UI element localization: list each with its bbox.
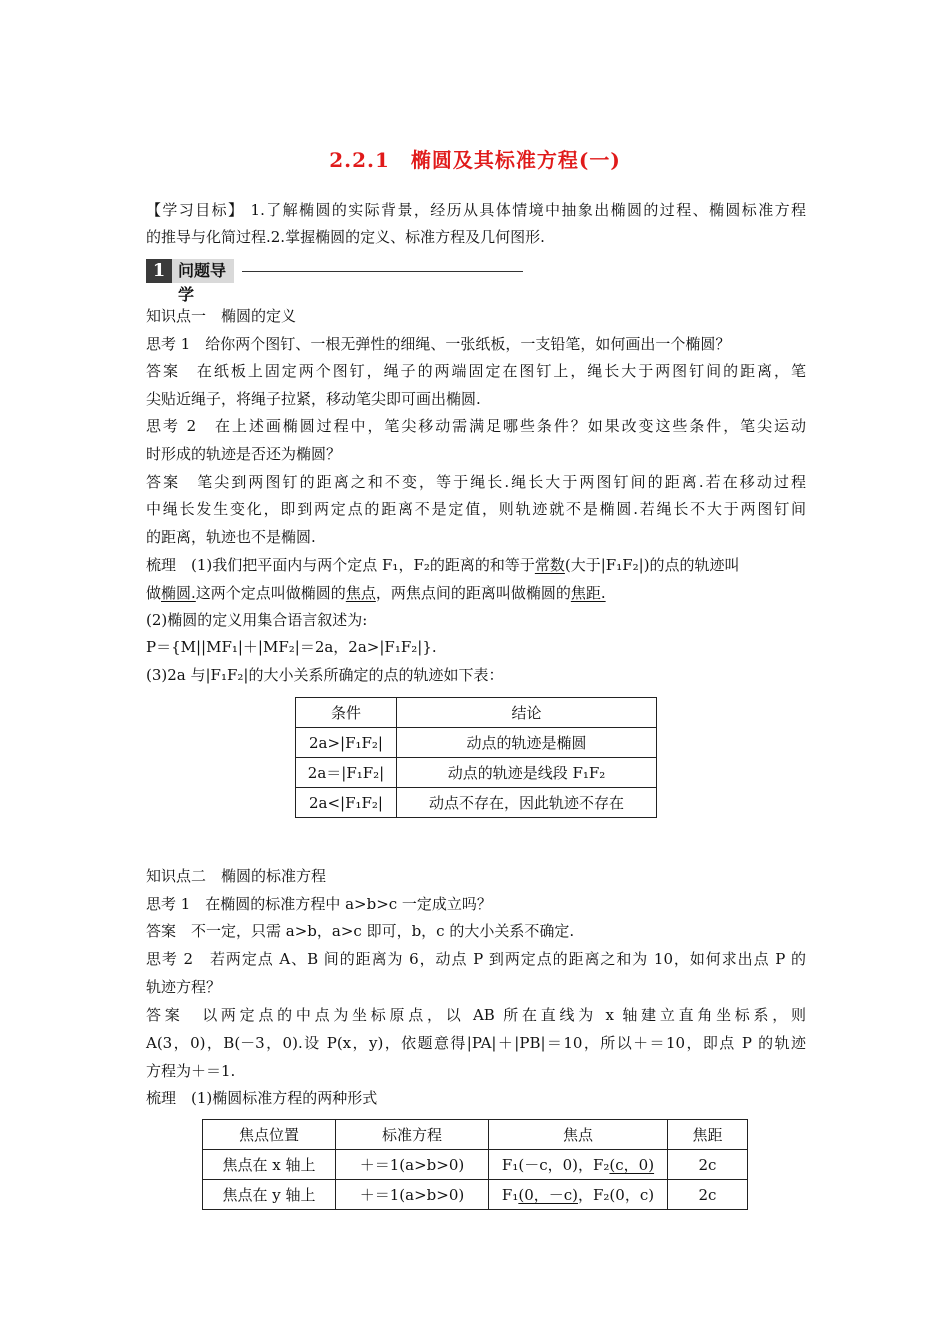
- k2-answer-2-line-3: 方程为＋＝1.: [146, 1062, 236, 1080]
- table-row: [296, 758, 657, 788]
- table-header-row: [203, 1120, 748, 1150]
- table-row: [203, 1180, 748, 1210]
- k1-heading: 知识点一 椭圆的定义: [146, 307, 297, 325]
- table-header: 条件: [296, 698, 397, 728]
- section-number: 1: [146, 259, 172, 283]
- k2-think-2-line-2: 轨迹方程？: [146, 978, 222, 996]
- table-cell: ＋＝1(a>b>0): [336, 1150, 489, 1180]
- focus-text: ，F₂(0，c): [578, 1186, 655, 1204]
- section-divider: [242, 271, 523, 272]
- summary-text: 做: [146, 584, 162, 602]
- table-row: [296, 728, 657, 758]
- k2-answer-2-line-2: A(3，0)，B(－3，0).设 P(x，y)，依题意得|PA|＋|PB|＝10，所以＋＝10，即点 P 的轨迹: [146, 1034, 806, 1052]
- k1-summary-line-3: (2)椭圆的定义用集合语言叙述为:: [146, 611, 368, 629]
- term-focal-distance: 焦距.: [570, 584, 606, 602]
- learning-objective-line-2: 的推导与化简过程.2.掌握椭圆的定义、标准方程及几何图形.: [146, 228, 545, 246]
- table-cell: 动点的轨迹是椭圆: [397, 728, 657, 758]
- table-header: 焦距: [668, 1120, 748, 1150]
- k1-answer-2-line-2: 中绳长发生变化，即到两定点的距离不是定值，则轨迹就不是椭圆.若绳长不大于两图钉间: [146, 500, 806, 518]
- table-cell: [489, 1180, 668, 1210]
- summary-text: (大于|F₁F₂|)的点的轨迹叫: [564, 556, 740, 574]
- learning-objective-line-1: 【学习目标】 1.了解椭圆的实际背景，经历从具体情境中抽象出椭圆的过程、椭圆标准方程: [146, 201, 806, 219]
- table-cell: 2a<|F₁F₂|: [296, 788, 397, 818]
- table-cell: ＋＝1(a>b>0): [336, 1180, 489, 1210]
- summary-text: ，两焦点间的距离叫做椭圆的: [375, 584, 571, 602]
- term-ellipse: 椭圆.: [161, 584, 196, 602]
- table-cell: 焦点在 y 轴上: [203, 1180, 336, 1210]
- focus-coordinate: (c，0): [609, 1156, 655, 1174]
- k2-answer-2-line-1: 答案 以两定点的中点为坐标原点，以 AB 所在直线为 x 轴建立直角坐标系，则: [146, 1006, 806, 1024]
- k1-summary-line-1: [146, 552, 806, 578]
- k1-think-1: 思考 1 给你两个图钉、一根无弹性的细绳、一张纸板，一支铅笔，如何画出一个椭圆？: [146, 335, 731, 353]
- table-cell: 2a>|F₁F₂|: [296, 728, 397, 758]
- table-header: 标准方程: [336, 1120, 489, 1150]
- table-cell: 2c: [668, 1150, 748, 1180]
- table-cell: 2a＝|F₁F₂|: [296, 758, 397, 788]
- term-constant: 常数: [534, 556, 565, 574]
- k1-summary-line-5: (3)2a 与|F₁F₂|的大小关系所确定的点的轨迹如下表：: [146, 666, 504, 684]
- table-cell: [489, 1150, 668, 1180]
- term-focus: 焦点: [345, 584, 376, 602]
- k1-answer-1-line-1: 答案 在纸板上固定两个图钉，绳子的两端固定在图钉上，绳长大于两图钉间的距离，笔: [146, 362, 806, 380]
- focus-coordinate: (0，－c): [518, 1186, 578, 1204]
- k2-think-1: 思考 1 在椭圆的标准方程中 a>b>c 一定成立吗？: [146, 895, 492, 913]
- focus-text: F₁(－c，0)，F₂: [501, 1156, 610, 1174]
- standard-equation-table: [202, 1119, 748, 1210]
- table-cell: 焦点在 x 轴上: [203, 1150, 336, 1180]
- table-header: 焦点: [489, 1120, 668, 1150]
- k1-answer-2-line-3: 的距离，轨迹也不是椭圆.: [146, 528, 316, 546]
- page-title: 2.2.1 椭圆及其标准方程(一): [329, 148, 621, 172]
- k1-answer-1-line-2: 尖贴近绳子，将绳子拉紧，移动笔尖即可画出椭圆.: [146, 390, 481, 408]
- k2-think-2-line-1: 思考 2 若两定点 A、B 间的距离为 6，动点 P 到两定点的距离之和为 10，如何求出点 P 的: [146, 950, 806, 968]
- summary-text: 梳理 (1)我们把平面内与两个定点 F₁，F₂的距离的和等于: [146, 556, 535, 574]
- table-row: [296, 788, 657, 818]
- k1-summary-line-2: [146, 580, 806, 606]
- k1-answer-2-line-1: 答案 笔尖到两图钉的距离之和不变，等于绳长.绳长大于两图钉间的距离.若在移动过程: [146, 473, 806, 491]
- k1-think-2-line-2: 时形成的轨迹是否还为椭圆？: [146, 445, 342, 463]
- table-row: [203, 1150, 748, 1180]
- k1-set-definition: P＝{M||MF₁|＋|MF₂|＝2a，2a>|F₁F₂|}.: [146, 638, 437, 656]
- k1-think-2-line-1: 思考 2 在上述画椭圆过程中，笔尖移动需满足哪些条件？如果改变这些条件，笔尖运动: [146, 417, 806, 435]
- table-cell: 动点不存在，因此轨迹不存在: [397, 788, 657, 818]
- table-header: 结论: [397, 698, 657, 728]
- table-cell: 2c: [668, 1180, 748, 1210]
- k2-heading: 知识点二 椭圆的标准方程: [146, 867, 327, 885]
- trajectory-table: [295, 697, 657, 818]
- k2-answer-1: 答案 不一定，只需 a>b，a>c 即可，b，c 的大小关系不确定.: [146, 922, 575, 940]
- focus-text: F₁: [501, 1186, 519, 1204]
- k2-summary-line-1: 梳理 (1)椭圆标准方程的两种形式: [146, 1089, 378, 1107]
- summary-text: 这两个定点叫做椭圆的: [195, 584, 346, 602]
- table-header-row: [296, 698, 657, 728]
- section-header: [146, 259, 526, 304]
- table-cell: 动点的轨迹是线段 F₁F₂: [397, 758, 657, 788]
- table-header: 焦点位置: [203, 1120, 336, 1150]
- section-label: 问题导学: [172, 259, 234, 283]
